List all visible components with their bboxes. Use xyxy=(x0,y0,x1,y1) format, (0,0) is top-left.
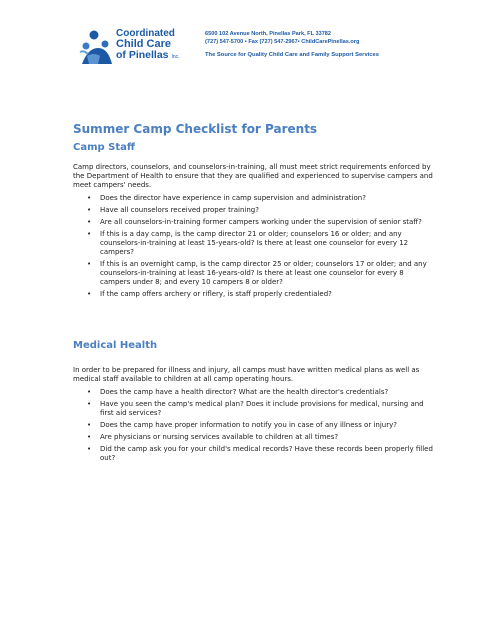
checklist-medical-health xyxy=(73,388,433,466)
checklist-camp-staff xyxy=(73,194,433,302)
page-title: Summer Camp Checklist for Parents xyxy=(73,122,318,136)
section-intro-medical-health: In order to be prepared for illness and injury, all camps must have written medical plans as well as medical staff available to children at all camp operating hours. xyxy=(73,366,420,383)
phone-line: (727) 547-5700 • Fax (727) 547-2967• ChildCarePinellas.org xyxy=(205,39,360,45)
list-item: • Have all counselors received proper training? xyxy=(73,206,433,215)
contact-block xyxy=(205,30,445,59)
list-item: • If the camp offers archery or riflery, is staff properly credentialed? xyxy=(73,290,433,299)
list-item: • Are physicians or nursing services available to children at all times? xyxy=(73,433,433,442)
logo-inc: Inc. xyxy=(171,54,180,60)
list-item: • If this is an overnight camp, is the camp director 25 or older; counselors 17 or older; and any counselors-in-training at least 16-years-old? Is there at least one counselor for every 8 campers under 8; and every 10 campers 8 or older? xyxy=(73,260,433,287)
list-item: • Does the director have experience in camp supervision and administration? xyxy=(73,194,433,203)
organization-logo xyxy=(78,26,198,70)
list-item: • Does the camp have proper information to notify you in case of any illness or injury? xyxy=(73,421,433,430)
list-item: • Does the camp have a health director? What are the health director's credentials? xyxy=(73,388,433,397)
list-item: • Did the camp ask you for your child's medical records? Have these records been properly filled out? xyxy=(73,445,433,463)
list-item: • Are all counselors-in-training former campers working under the supervision of senior staff? xyxy=(73,218,433,227)
logo-wordmark xyxy=(116,28,180,63)
logo-line-1: Coordinated xyxy=(116,28,175,39)
list-item: • If this is a day camp, is the camp director 21 or older; counselors 16 or older; and any counselors-in-training at least 15-years-old? Is there at least one counselor for every 12 campers? xyxy=(73,230,433,257)
address-line: 6500 102 Avenue North, Pinellas Park, FL 33782 xyxy=(205,31,332,37)
list-item: • Have you seen the camp's medical plan? Does it include provisions for medical, nursing and first aid services? xyxy=(73,400,433,418)
tagline: The Source for Quality Child Care and Family Support Services xyxy=(205,52,379,58)
section-intro-camp-staff: Camp directors, counselors, and counselors-in-training, all must meet strict requirements enforced by the Department of Health to ensure that they are qualified and experienced to supervise campers and meet campers' needs. xyxy=(73,163,433,189)
logo-line-2: Child Care xyxy=(116,38,172,50)
section-heading-medical-health: Medical Health xyxy=(73,340,158,351)
section-heading-camp-staff: Camp Staff xyxy=(73,142,135,153)
logo-line-3: of Pinellas xyxy=(116,49,169,61)
